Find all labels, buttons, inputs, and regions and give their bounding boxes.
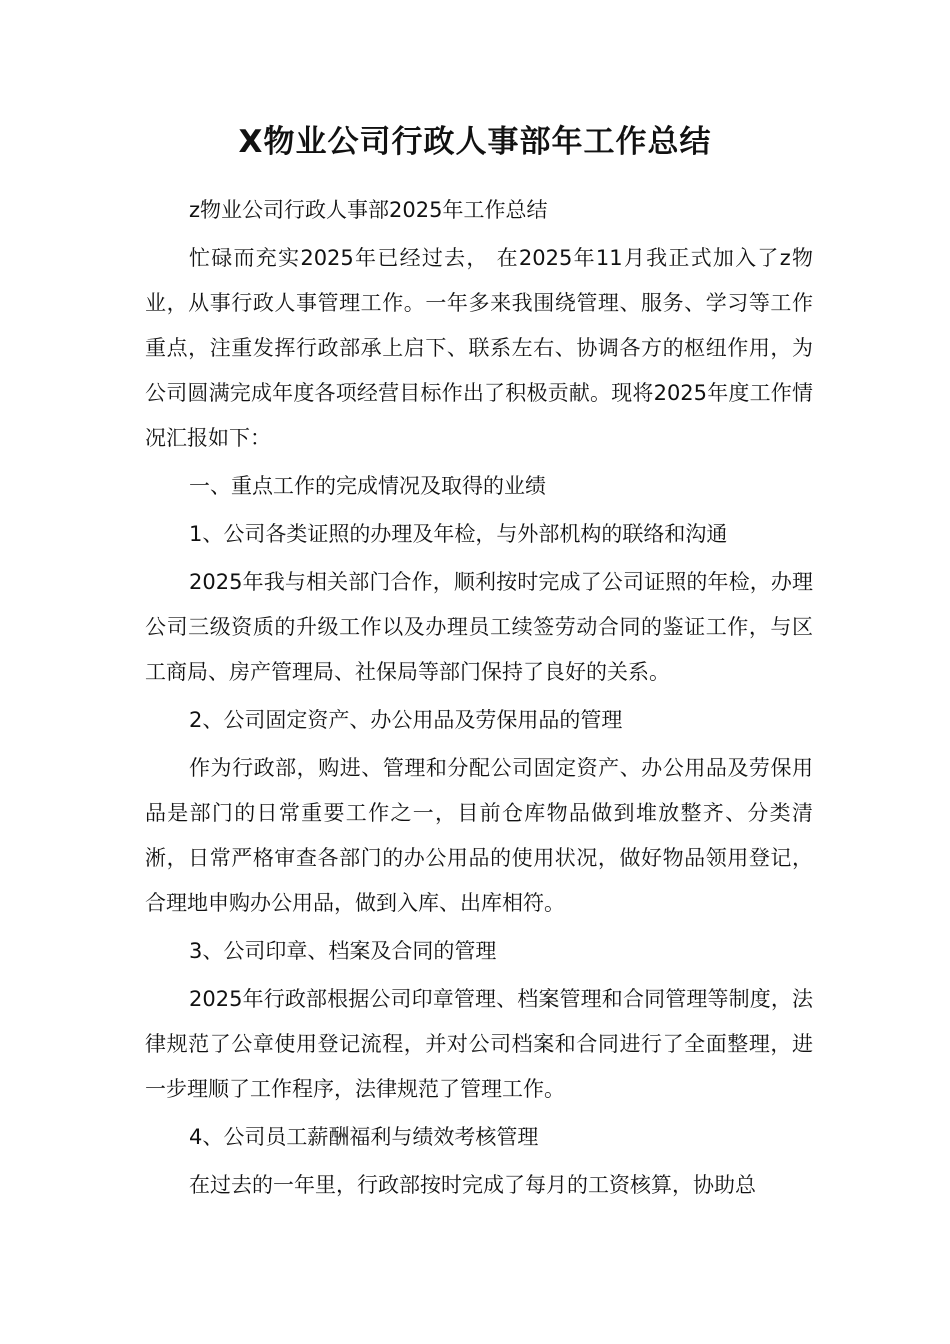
section-heading: 一、重点工作的完成情况及取得的业绩 (189, 474, 546, 498)
item-body-2: 作为行政部，购进、管理和分配公司固定资产、办公用品及劳保用品是部门的日常重要工作之一，目前仓库物品做到堆放整齐、分类清淅，日常严格审查各部门的办公用品的使用状况，做好物品领用登记，合理地申购办公用品，做到入库、出库相符。 (145, 756, 813, 915)
intro-paragraph: 忙碌而充实2025年已经过去， 在2025年11月我正式加入了z物业，从事行政人事管理工作。一年多来我围绕管理、服务、学习等工作重点，注重发挥行政部承上启下、联系左右、协调各方的枢纽作用，为公司圆满完成年度各项经营目标作出了积极贡献。现将2025年度工作情况汇报如下： (145, 246, 813, 450)
item-heading-4: 4、公司员工薪酬福利与绩效考核管理 (189, 1125, 539, 1149)
subtitle-paragraph: z物业公司行政人事部2025年工作总结 (189, 198, 548, 222)
item-heading-3: 3、公司印章、档案及合同的管理 (189, 939, 497, 963)
item-body-1: 2025年我与相关部门合作，顺利按时完成了公司证照的年检，办理公司三级资质的升级工作以及办理员工续签劳动合同的鉴证工作，与区工商局、房产管理局、社保局等部门保持了良好的关系。 (145, 570, 813, 684)
item-body-3: 2025年行政部根据公司印章管理、档案管理和合同管理等制度，法律规范了公章使用登记流程，并对公司档案和合同进行了全面整理，进一步理顺了工作程序，法律规范了管理工作。 (145, 987, 813, 1101)
document-title: X物业公司行政人事部年工作总结 (238, 124, 712, 160)
item-heading-1: 1、公司各类证照的办理及年检，与外部机构的联络和沟通 (189, 522, 728, 546)
document-body (145, 188, 813, 1211)
item-body-4: 在过去的一年里，行政部按时完成了每月的工资核算，协助总 (189, 1173, 756, 1197)
item-heading-2: 2、公司固定资产、办公用品及劳保用品的管理 (189, 708, 623, 732)
